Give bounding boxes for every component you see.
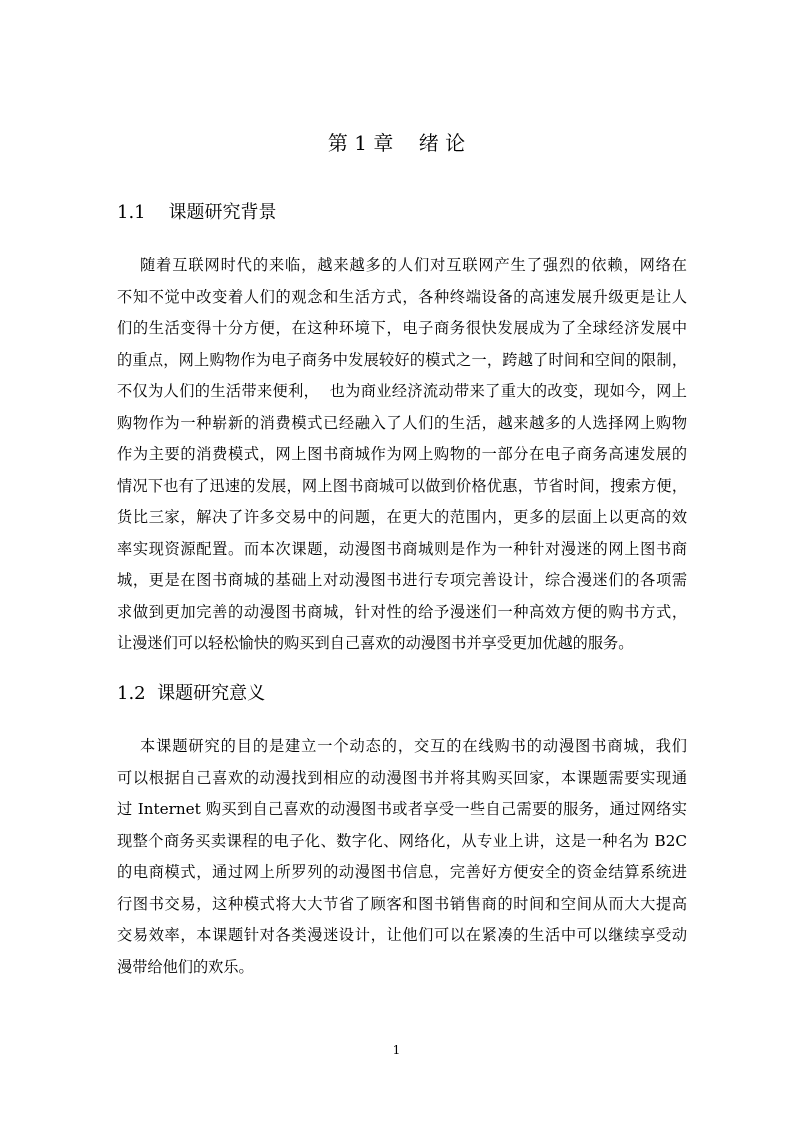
text-line: 作为主要的消费模式，网上图书商城作为网上购物的一部分在电子商务高速发展的 <box>117 445 687 463</box>
text-line: 行图书交易，这种模式将大大节省了顾客和图书销售商的时间和空间从而大大提高 <box>117 894 687 913</box>
text-line: 过 Internet 购买到自己喜欢的动漫图书或者享受一些自己需要的服务，通过网络实 <box>117 800 687 818</box>
text-line: 不知不觉中改变着人们的观念和生活方式，各种终端设备的高速发展升级更是让人 <box>117 287 687 306</box>
text-line: 货比三家，解决了许多交易中的问题，在更大的范围内，更多的层面上以更高的效 <box>117 508 687 526</box>
page-number: 1 <box>392 1043 401 1057</box>
text-line: 率实现资源配置。而本次课题，动漫图书商城则是作为一种针对漫迷的网上图书商 <box>117 539 687 558</box>
text-line: 城，更是在图书商城的基础上对动漫图书进行专项完善设计，综合漫迷们的各项需 <box>117 571 687 589</box>
text-line: 可以根据自己喜欢的动漫找到相应的动漫图书并将其购买回家，本课题需要实现通 <box>117 768 687 787</box>
section-heading-1-1: 1.1 课题研究背景 <box>117 202 277 223</box>
text-line: 情况下也有了迅速的发展，网上图书商城可以做到价格优惠，节省时间，搜索方便， <box>117 476 687 495</box>
text-line: 不仅为人们的生活带来便利， 也为商业经济流动带来了重大的改变，现如今，网上 <box>117 382 687 400</box>
text-line: 的电商模式，通过网上所罗列的动漫图书信息，完善好方便安全的资金结算系统进 <box>117 863 687 881</box>
chapter-title: 第 1 章 绪 论 <box>327 131 466 155</box>
paragraph-research-significance <box>117 731 687 983</box>
text-line: 漫带给他们的欢乐。 <box>117 957 254 976</box>
text-line: 求做到更加完善的动漫图书商城，针对性的给予漫迷们一种高效方便的购书方式， <box>117 602 687 621</box>
text-line: 随着互联网时代的来临，越来越多的人们对互联网产生了强烈的依赖，网络在 <box>117 256 687 274</box>
paragraph-research-background <box>117 250 687 660</box>
text-line: 现整个商务买卖课程的电子化、数字化、网络化，从专业上讲，这是一种名为 B2C <box>117 831 687 850</box>
text-line: 购物作为一种崭新的消费模式已经融入了人们的生活，越来越多的人选择网上购物 <box>117 413 687 432</box>
text-line: 的重点，网上购物作为电子商务中发展较好的模式之一，跨越了时间和空间的限制， <box>117 350 687 369</box>
text-line: 们的生活变得十分方便，在这种环境下，电子商务很快发展成为了全球经济发展中 <box>117 319 687 337</box>
text-line: 交易效率，本课题针对各类漫迷设计，让他们可以在紧凑的生活中可以继续享受动 <box>117 926 687 944</box>
text-line: 本课题研究的目的是建立一个动态的，交互的在线购书的动漫图书商城，我们 <box>117 737 687 755</box>
text-line: 让漫迷们可以轻松愉快的购买到自己喜欢的动漫图书并享受更加优越的服务。 <box>117 634 634 652</box>
section-heading-1-2: 1.2 课题研究意义 <box>117 683 266 704</box>
